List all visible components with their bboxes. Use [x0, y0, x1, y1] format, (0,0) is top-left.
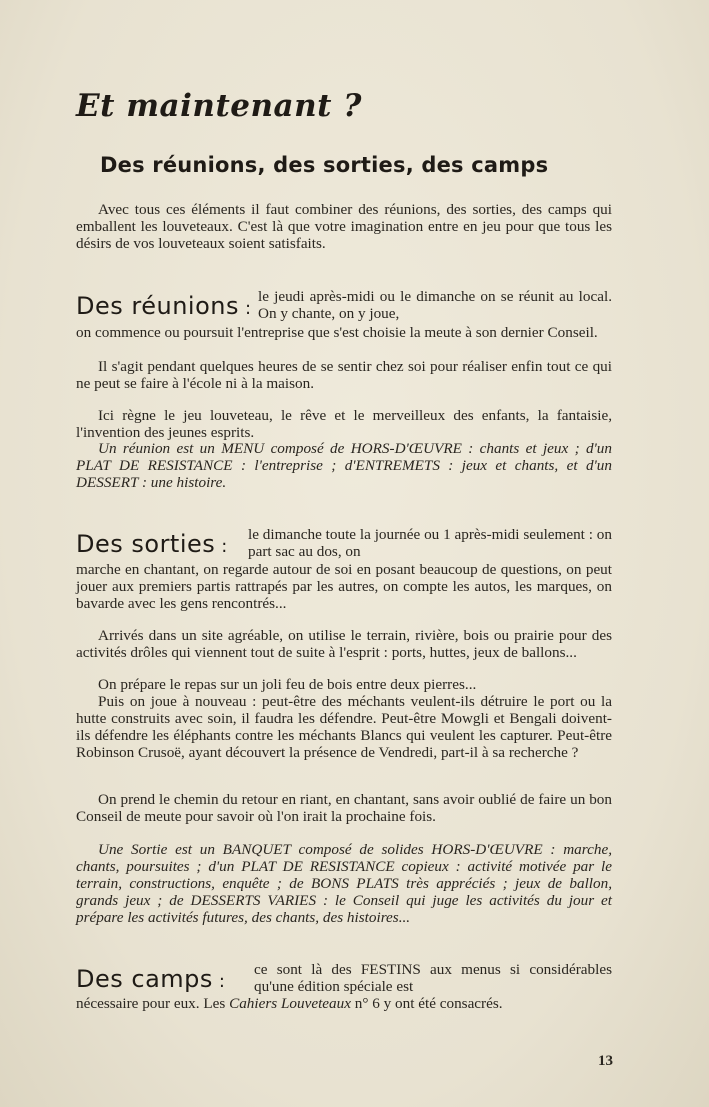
sorties-paragraph-3: On prépare le repas sur un joli feu de bois entre deux pierres...: [98, 676, 477, 693]
page-title: Et maintenant ?: [76, 88, 362, 124]
sorties-heading-label: Des sorties: [76, 530, 216, 558]
reunions-colon: :: [244, 298, 252, 319]
sorties-paragraph-5: On prend le chemin du retour en riant, en chantant, sans avoir oublié de faire un bon Conseil de meute pour savoir où l'on irait la prochaine fois.: [76, 791, 612, 825]
section-heading-camps: [76, 965, 225, 993]
page-subtitle: Des réunions, des sorties, des camps: [100, 153, 549, 177]
camps-continuation-text-b: n° 6 y ont été consacrés.: [350, 995, 503, 1012]
camps-continuation-text-a: nécessaire pour eux. Les: [76, 995, 230, 1012]
camps-continuation: [76, 996, 612, 1013]
sorties-first-lines: le dimanche toute la journée ou 1 après-midi seulement : on part sac au dos, on: [248, 526, 612, 560]
intro-paragraph: Avec tous ces éléments il faut combiner des réunions, des sorties, des camps qui emballent les louveteaux. C'est là que votre imagination entre en jeu pour que tous les désirs de vos louveteaux soient satisfaits.: [76, 201, 612, 252]
camps-colon: :: [218, 971, 226, 992]
section-heading-sorties: [76, 530, 228, 558]
reunions-continuation: on commence ou poursuit l'entreprise que s'est choisie la meute à son dernier Conseil.: [76, 324, 598, 341]
reunions-first-lines: le jeudi après-midi ou le dimanche on se réunit au local. On y chante, on y joue,: [258, 288, 612, 322]
sorties-continuation: marche en chantant, on regarde autour de soi en posant beaucoup de questions, on peut jouer aux premiers partis rattrapés par les autres, on compte les autos, les marques, on bavarde avec les gens rencontrés...: [76, 561, 612, 612]
sorties-banquet-paragraph: Une Sortie est un BANQUET composé de solides HORS-D'ŒUVRE : marche, chants, poursuites ; d'un PLAT DE RESISTANCE copieux : activité motivée par le terrain, constructions, enquête ; de BONS PLATS très appréciés ; jeux de ballon, grands jeux ; de DESSERTS VARIES : le Conseil qui juge les activités du jour et prépare les activités futures, des chants, des histoires...: [76, 841, 612, 926]
reunions-paragraph-3: Ici règne le jeu louveteau, le rêve et le merveilleux des enfants, la fantaisie, l'invention des jeunes esprits.: [76, 407, 612, 441]
camps-cahiers-title: Cahiers Louveteaux: [229, 995, 351, 1012]
sorties-paragraph-4: Puis on joue à nouveau : peut-être des méchants veulent-ils détruire le port ou la hutte construits avec soin, il faudra les défendre. Peut-être Mowgli et Bengali doivent-ils défendre les éléphants contre les méchants Blancs qui veulent les capturer. Peut-être Robinson Crusoë, ayant découvert la présence de Vendredi, part-il à sa recherche ?: [76, 693, 612, 761]
reunions-menu-paragraph: Un réunion est un MENU composé de HORS-D'ŒUVRE : chants et jeux ; d'un PLAT DE RESISTANCE : l'entreprise ; d'ENTREMETS : jeux et chants, et d'un DESSERT : une histoire.: [76, 440, 612, 491]
section-heading-reunions: [76, 292, 252, 320]
sorties-paragraph-2: Arrivés dans un site agréable, on utilise le terrain, rivière, bois ou prairie pour des activités drôles qui viennent tout de suite à l'esprit : ports, huttes, jeux de ballons...: [76, 627, 612, 661]
reunions-heading-label: Des réunions: [76, 292, 239, 320]
page-number: 13: [598, 1053, 613, 1069]
camps-first-lines: ce sont là des FESTINS aux menus si considérables qu'une édition spéciale est: [254, 961, 612, 995]
camps-heading-label: Des camps: [76, 965, 213, 993]
sorties-colon: :: [221, 536, 228, 557]
reunions-paragraph-2: Il s'agit pendant quelques heures de se sentir chez soi pour réaliser enfin tout ce qui ne peut se faire à l'école ni à la maison.: [76, 358, 612, 392]
